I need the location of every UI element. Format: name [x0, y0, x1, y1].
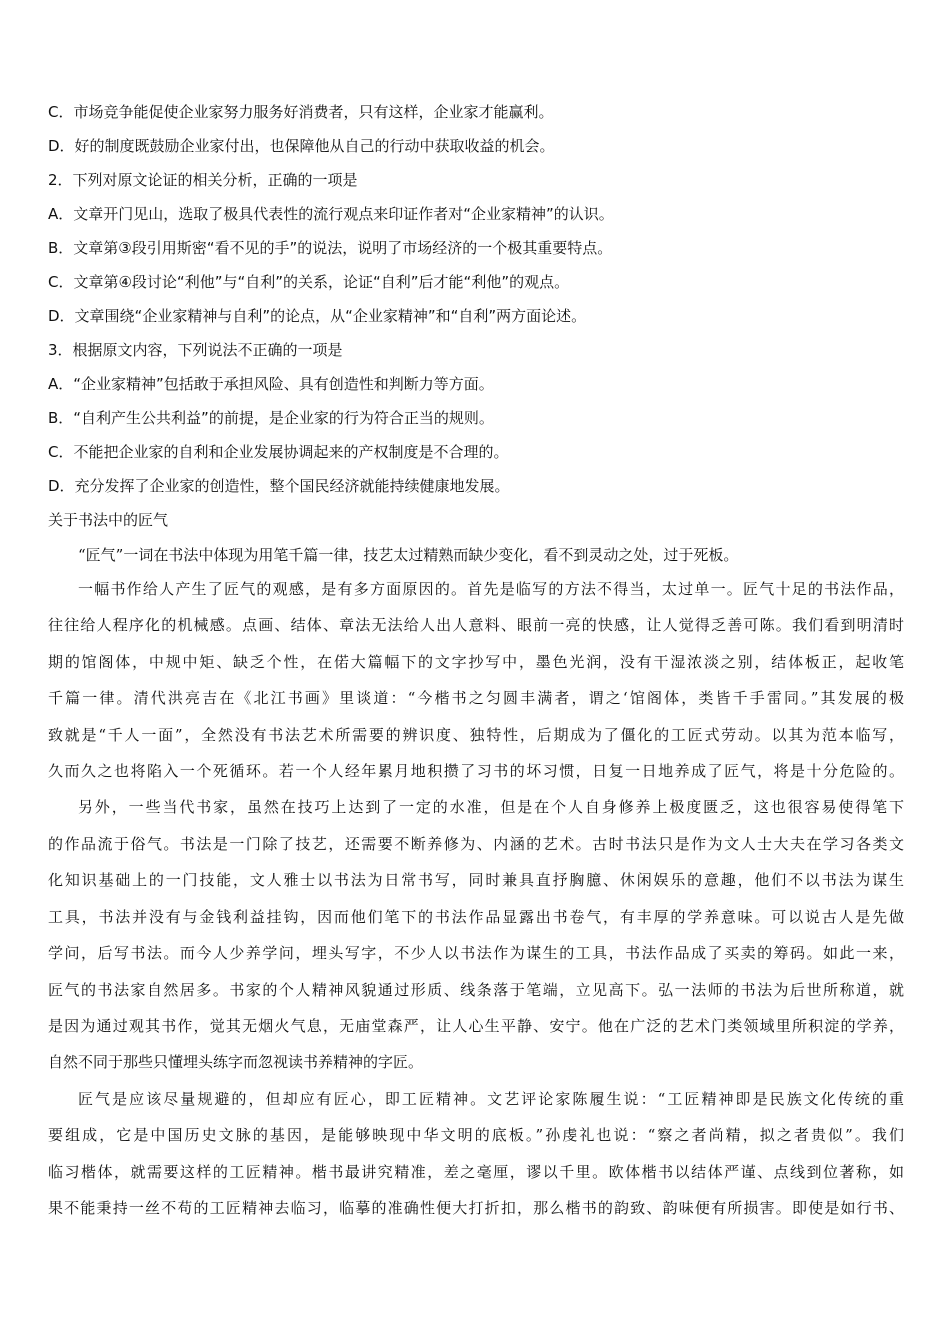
article-line: 久而久之也将陷入一个死循环。若一个人经年累月地积攒了习书的坏习惯，日复一日地养成了匠气，将是十分危险的。 [48, 762, 904, 780]
option-a-q2: A．文章开门见山，选取了极具代表性的流行观点来印证作者对“企业家精神”的认识。 [48, 205, 614, 223]
option-b-q2: B．文章第③段引用斯密“看不见的手”的说法，说明了市场经济的一个极其重要特点。 [48, 239, 613, 257]
option-b-q3: B．“自利产生公共利益”的前提，是企业家的行为符合正当的规则。 [48, 409, 494, 427]
article-line: 工具，书法并没有与金钱利益挂钩，因而他们笔下的书法作品显露出书卷气，有丰厚的学养意味。可以说古人是先做 [48, 908, 904, 926]
article-line: 匠气的书法家自然居多。书家的个人精神风貌通过形质、线条落于笔端，立见高下。弘一法师的书法为后世所称道，就 [48, 981, 904, 999]
article-line: 的作品流于俗气。书法是一门除了技艺，还需要不断养修为、内涵的艺术。古时书法只是作为文人士大夫在学习各类文 [48, 835, 904, 853]
article-line: 要组成，它是中国历史文脉的基因，是能够映现中华文明的底板。”孙虔礼也说：“察之者尚精，拟之者贵似”。我们 [48, 1126, 904, 1144]
article-line: 另外，一些当代书家，虽然在技巧上达到了一定的水准，但是在个人自身修养上极度匮乏，这也很容易使得笔下 [78, 798, 904, 816]
option-c-q2: C．文章第④段讨论“利他”与“自利”的关系，论证“自利”后才能“利他”的观点。 [48, 273, 570, 291]
article-line: 一幅书作给人产生了匠气的观感，是有多方面原因的。首先是临写的方法不得当，太过单一。匠气十足的书法作品， [78, 580, 904, 598]
option-d-q3: D．充分发挥了企业家的创造性，整个国民经济就能持续健康地发展。 [48, 477, 510, 495]
article-line: 学问，后写书法。而今人少养学问，埋头写字，不少人以书法作为谋生的工具，书法作品成了买卖的筹码。如此一来， [48, 944, 904, 962]
article-line: “匠气”一词在书法中体现为用笔千篇一律，技艺太过精熟而缺少变化，看不到灵动之处，过于死板。 [78, 546, 739, 564]
option-d-q1: D．好的制度既鼓励企业家付出，也保障他从自己的行动中获取收益的机会。 [48, 137, 555, 155]
article-line: 是因为通过观其书作，觉其无烟火气息，无庙堂森严，让人心生平静、安宁。他在广泛的艺术门类领域里所积淀的学养， [48, 1017, 904, 1035]
article-line: 匠气是应该尽量规避的，但却应有匠心，即工匠精神。文艺评论家陈履生说：“工匠精神即是民族文化传统的重 [78, 1090, 904, 1108]
article-line: 往往给人程序化的机械感。点画、结体、章法无法给人出人意料、眼前一亮的快感，让人觉得乏善可陈。我们看到明清时 [48, 616, 904, 634]
option-c-q3: C．不能把企业家的自利和企业发展协调起来的产权制度是不合理的。 [48, 443, 509, 461]
article-line: 果不能秉持一丝不苟的工匠精神去临习，临摹的准确性便大打折扣，那么楷书的韵致、韵味便有所损害。即使是如行书、 [48, 1199, 904, 1217]
article-line: 临习楷体，就需要这样的工匠精神。楷书最讲究精准，差之毫厘，谬以千里。欧体楷书以结体严谨、点线到位著称，如 [48, 1163, 904, 1181]
option-a-q3: A．“企业家精神”包括敢于承担风险、具有创造性和判断力等方面。 [48, 375, 494, 393]
question-2: 2．下列对原文论证的相关分析，正确的一项是 [48, 171, 358, 189]
option-c-q1: C．市场竞争能促使企业家努力服务好消费者，只有这样，企业家才能赢利。 [48, 103, 554, 121]
article-line: 致就是“千人一面”，全然没有书法艺术所需要的辨识度、独特性，后期成为了僵化的工匠式劳动。以其为范本临写， [48, 726, 904, 744]
article-title: 关于书法中的匠气 [48, 511, 169, 529]
article-line: 自然不同于那些只懂埋头练字而忽视读书养精神的字匠。 [48, 1053, 424, 1071]
option-d-q2: D．文章围绕“企业家精神与自利”的论点，从“企业家精神”和“自利”两方面论述。 [48, 307, 587, 325]
article-line: 千篇一律。清代洪亮吉在《北江书画》里谈道：“今楷书之匀圆丰满者，谓之‘馆阁体，类皆千手雷同。”其发展的极 [48, 689, 904, 707]
question-3: 3．根据原文内容，下列说法不正确的一项是 [48, 341, 343, 359]
article-line: 期的馆阁体，中规中矩、缺乏个性，在偌大篇幅下的文字抄写中，墨色光润，没有干湿浓淡之别，结体板正，起收笔 [48, 653, 904, 671]
article-line: 化知识基础上的一门技能，文人雅士以书法为日常书写，同时兼具直抒胸臆、休闲娱乐的意趣，他们不以书法为谋生 [48, 871, 904, 889]
